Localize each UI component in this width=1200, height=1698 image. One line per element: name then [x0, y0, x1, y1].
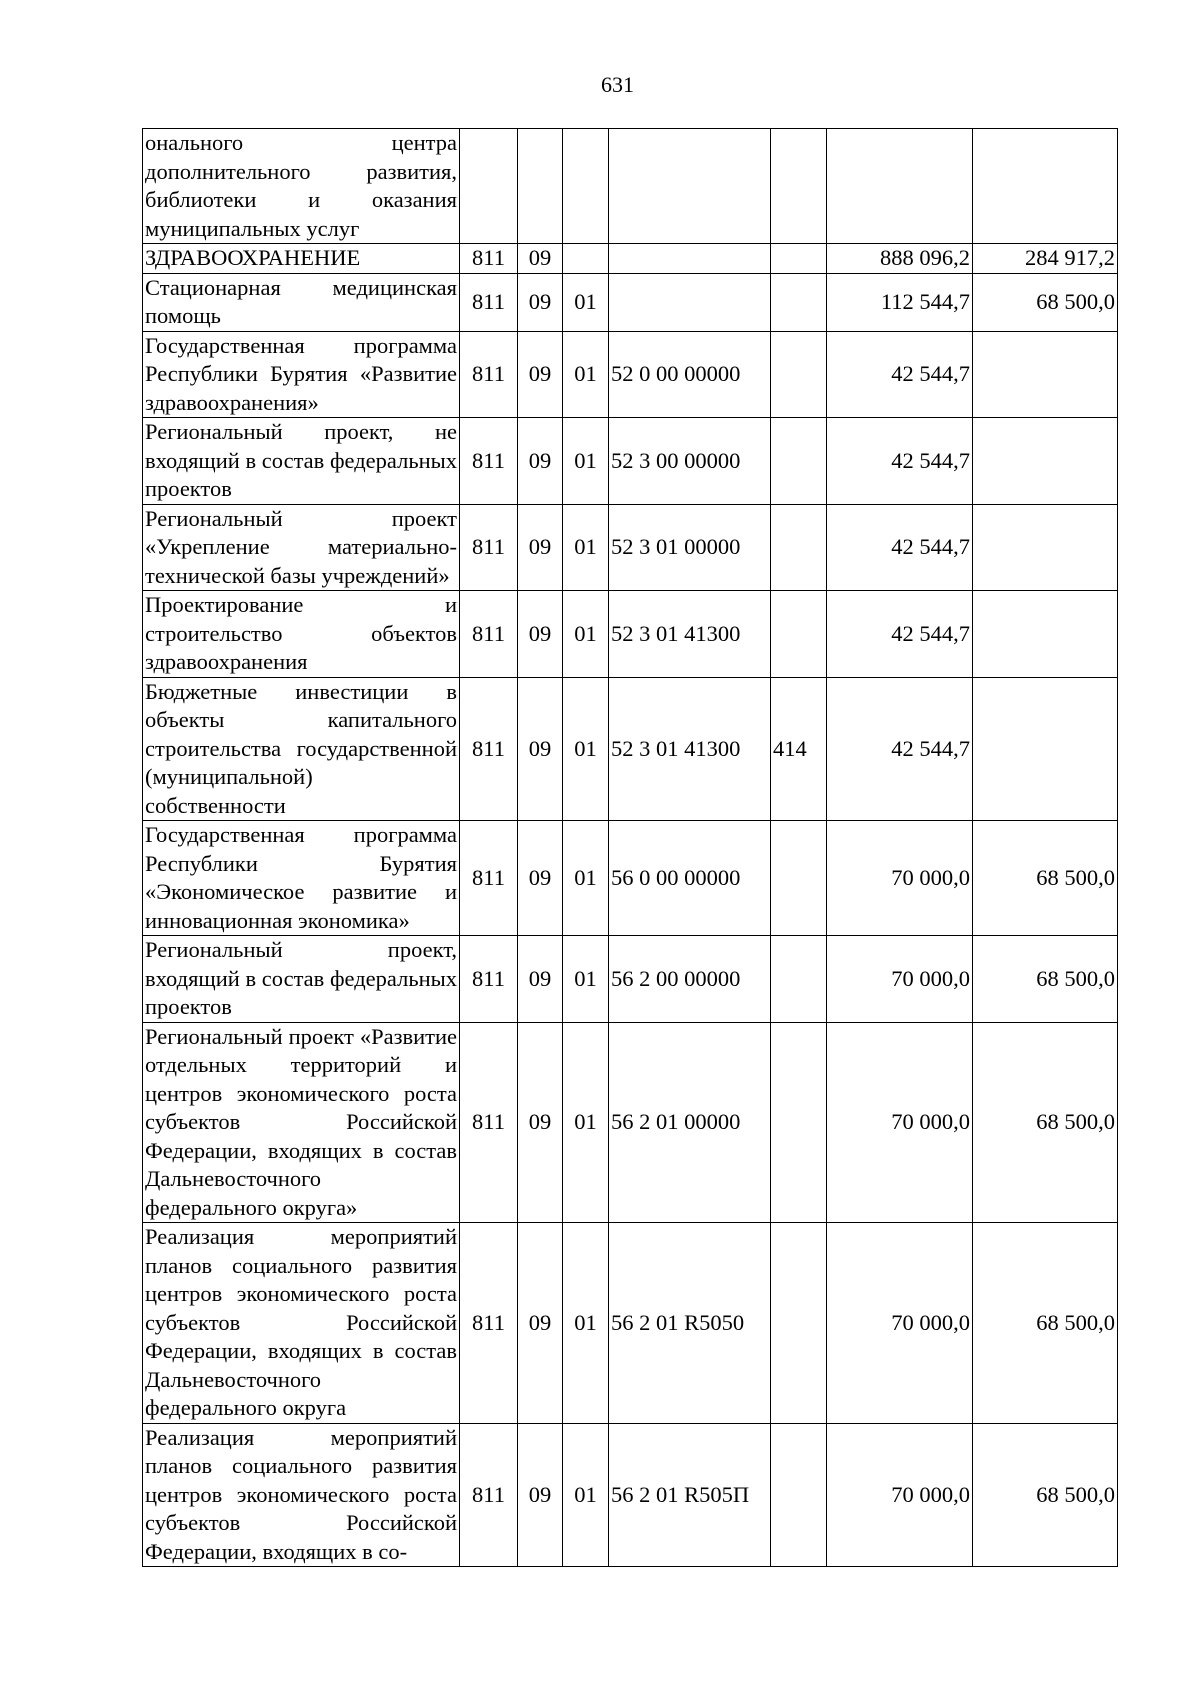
table-row [143, 677, 1118, 821]
amount-1-cell: 42 544,7 [827, 677, 973, 821]
row-name: Региональный проект «Развитие отдельных территорий и центров экономического роста субъектов Российской Федерации, входящих в состав Дальневосточного федерального округа» [143, 1022, 460, 1223]
amount-2-cell: 284 917,2 [973, 244, 1118, 274]
expense-type-cell [771, 331, 827, 418]
row-name: Государственная программа Республики Бурятия «Экономическое развитие и инновационная экономика» [143, 821, 460, 936]
target-code-cell: 52 3 01 00000 [609, 504, 771, 591]
target-code-cell: 52 3 01 41300 [609, 677, 771, 821]
amount-1-cell: 70 000,0 [827, 1022, 973, 1223]
grbs-cell: 811 [460, 1022, 518, 1223]
section-cell: 09 [518, 1423, 563, 1567]
amount-1-cell: 70 000,0 [827, 821, 973, 936]
amount-2-cell: 68 500,0 [973, 1022, 1118, 1223]
row-name: Стационарная медицинская помощь [143, 273, 460, 331]
expense-type-cell [771, 821, 827, 936]
row-name: онального центра дополнительного развития, библиотеки и оказания муниципальных услуг [143, 129, 460, 244]
amount-1-cell: 70 000,0 [827, 936, 973, 1023]
row-name: ЗДРАВООХРАНЕНИЕ [143, 244, 460, 274]
section-cell: 09 [518, 821, 563, 936]
amount-2-cell: 68 500,0 [973, 821, 1118, 936]
expense-type-cell [771, 504, 827, 591]
target-code-cell: 56 2 01 00000 [609, 1022, 771, 1223]
table-row [143, 273, 1118, 331]
row-name: Региональный проект «Укрепление материально-технической базы учреждений» [143, 504, 460, 591]
table-row [143, 591, 1118, 678]
subsection-cell: 01 [563, 591, 609, 678]
table-row [143, 129, 1118, 244]
target-code-cell [609, 244, 771, 274]
expense-type-cell [771, 1022, 827, 1223]
amount-2-cell: 68 500,0 [973, 936, 1118, 1023]
table-row [143, 936, 1118, 1023]
section-cell: 09 [518, 244, 563, 274]
amount-1-cell [827, 129, 973, 244]
subsection-cell [563, 129, 609, 244]
table-row [143, 821, 1118, 936]
target-code-cell: 56 2 00 00000 [609, 936, 771, 1023]
subsection-cell: 01 [563, 936, 609, 1023]
section-cell: 09 [518, 677, 563, 821]
table-row [143, 418, 1118, 505]
table-row [143, 504, 1118, 591]
grbs-cell: 811 [460, 331, 518, 418]
grbs-cell: 811 [460, 273, 518, 331]
amount-2-cell [973, 677, 1118, 821]
section-cell: 09 [518, 273, 563, 331]
table-row [143, 244, 1118, 274]
amount-1-cell: 42 544,7 [827, 591, 973, 678]
expense-type-cell [771, 244, 827, 274]
amount-2-cell [973, 591, 1118, 678]
grbs-cell: 811 [460, 936, 518, 1023]
subsection-cell: 01 [563, 1423, 609, 1567]
amount-2-cell [973, 129, 1118, 244]
row-name: Государственная программа Республики Бурятия «Развитие здравоохранения» [143, 331, 460, 418]
grbs-cell: 811 [460, 821, 518, 936]
amount-2-cell [973, 331, 1118, 418]
section-cell: 09 [518, 936, 563, 1023]
row-name: Реализация мероприятий планов социального развития центров экономического роста субъектов Российской Федерации, входящих в со- [143, 1423, 460, 1567]
section-cell: 09 [518, 504, 563, 591]
target-code-cell [609, 129, 771, 244]
amount-1-cell: 42 544,7 [827, 331, 973, 418]
table-row [143, 1423, 1118, 1567]
budget-table [142, 128, 1118, 1567]
amount-1-cell: 70 000,0 [827, 1223, 973, 1424]
expense-type-cell [771, 273, 827, 331]
grbs-cell: 811 [460, 418, 518, 505]
grbs-cell: 811 [460, 591, 518, 678]
subsection-cell: 01 [563, 273, 609, 331]
grbs-cell: 811 [460, 244, 518, 274]
grbs-cell [460, 129, 518, 244]
amount-2-cell [973, 504, 1118, 591]
amount-2-cell: 68 500,0 [973, 1223, 1118, 1424]
expense-type-cell [771, 591, 827, 678]
section-cell: 09 [518, 591, 563, 678]
amount-1-cell: 42 544,7 [827, 418, 973, 505]
page-number: 631 [601, 72, 634, 97]
table-row [143, 331, 1118, 418]
subsection-cell: 01 [563, 418, 609, 505]
expense-type-cell [771, 936, 827, 1023]
subsection-cell: 01 [563, 1022, 609, 1223]
expense-type-cell [771, 1223, 827, 1424]
target-code-cell: 52 0 00 00000 [609, 331, 771, 418]
row-name: Реализация мероприятий планов социального развития центров экономического роста субъектов Российской Федерации, входящих в состав Дальневосточного федерального округа [143, 1223, 460, 1424]
table-row [143, 1223, 1118, 1424]
section-cell: 09 [518, 331, 563, 418]
target-code-cell: 56 2 01 R5050 [609, 1223, 771, 1424]
grbs-cell: 811 [460, 1423, 518, 1567]
subsection-cell: 01 [563, 821, 609, 936]
target-code-cell: 52 3 01 41300 [609, 591, 771, 678]
amount-1-cell: 888 096,2 [827, 244, 973, 274]
grbs-cell: 811 [460, 1223, 518, 1424]
expense-type-cell [771, 129, 827, 244]
subsection-cell: 01 [563, 677, 609, 821]
grbs-cell: 811 [460, 504, 518, 591]
subsection-cell: 01 [563, 504, 609, 591]
section-cell [518, 129, 563, 244]
expense-type-cell: 414 [771, 677, 827, 821]
section-cell: 09 [518, 1022, 563, 1223]
grbs-cell: 811 [460, 677, 518, 821]
amount-2-cell: 68 500,0 [973, 1423, 1118, 1567]
target-code-cell: 56 0 00 00000 [609, 821, 771, 936]
row-name: Региональный проект, не входящий в состав федеральных проектов [143, 418, 460, 505]
section-cell: 09 [518, 1223, 563, 1424]
subsection-cell [563, 244, 609, 274]
target-code-cell: 56 2 01 R505П [609, 1423, 771, 1567]
section-cell: 09 [518, 418, 563, 505]
amount-2-cell [973, 418, 1118, 505]
row-name: Проектирование и строительство объектов здравоохранения [143, 591, 460, 678]
table-row [143, 1022, 1118, 1223]
subsection-cell: 01 [563, 1223, 609, 1424]
amount-1-cell: 70 000,0 [827, 1423, 973, 1567]
amount-1-cell: 42 544,7 [827, 504, 973, 591]
expense-type-cell [771, 418, 827, 505]
target-code-cell [609, 273, 771, 331]
subsection-cell: 01 [563, 331, 609, 418]
row-name: Бюджетные инвестиции в объекты капитального строительства государственной (муниципальной) собственности [143, 677, 460, 821]
row-name: Региональный проект, входящий в состав федеральных проектов [143, 936, 460, 1023]
amount-2-cell: 68 500,0 [973, 273, 1118, 331]
expense-type-cell [771, 1423, 827, 1567]
target-code-cell: 52 3 00 00000 [609, 418, 771, 505]
amount-1-cell: 112 544,7 [827, 273, 973, 331]
